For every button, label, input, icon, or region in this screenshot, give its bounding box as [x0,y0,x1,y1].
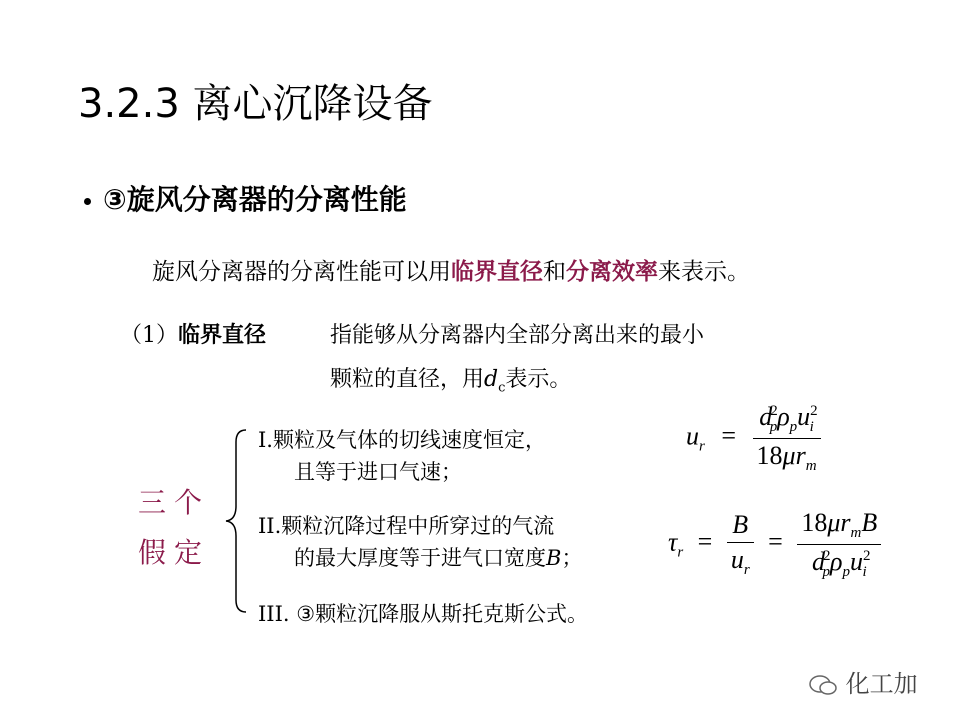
residence-time-formula: $\tau_r$ = $\frac{B}{u_r}$ = $\frac{18\mu r_mB}{d^2_p\rho_pu^2_i}$ [668,508,881,581]
bullet-text: ③旋风分离器的分离性能 [103,183,407,216]
dc-symbol-base: d [484,367,499,392]
wechat-icon [808,673,838,697]
assumption-2-line-1: II.颗粒沉降过程中所穿过的气流 [258,514,555,538]
critical-diameter-definition [330,314,704,410]
page-title: 3.2.3 离心沉降设备 [78,81,433,127]
bullet-dot-icon [84,198,91,205]
assumption-2-line-2-pre: 的最大厚度等于进气口宽度 [294,546,546,570]
radial-velocity-formula: $u_r$ = $\frac{d^2_p\rho_pu^2_i}{18\mu r_m}$ [686,402,821,475]
intro-part3: 来表示。 [658,259,750,285]
dc-symbol [484,367,506,396]
intro-part1: 旋风分离器的分离性能可以用 [152,259,451,285]
assumption-1 [258,424,546,488]
left-brace-icon [222,428,252,614]
critical-diameter-label [120,318,266,349]
assumption-2-line-2-post: ； [561,546,583,570]
intro-sentence [152,253,750,286]
bullet-heading [84,178,407,218]
watermark [808,664,918,699]
watermark-text: 化工加 [845,670,918,698]
assumption-2 [258,510,582,574]
assumption-2-var-b: B [546,546,562,570]
assumption-1-line-1: I.颗粒及气体的切线速度恒定， [258,428,546,452]
definition-line-2 [330,358,704,410]
critical-label-prefix: （1） [120,323,178,348]
intro-highlight-separation-efficiency: 分离效率 [566,258,658,285]
intro-highlight-critical-diameter: 临界直径 [451,258,543,285]
three-assumptions-label [138,478,210,578]
three-label-line-1: 三个 [138,486,211,519]
critical-label-text: 临界直径 [178,322,267,348]
intro-part2: 和 [543,259,566,285]
assumption-3: III. ③颗粒沉降服从斯托克斯公式。 [258,602,589,626]
dc-symbol-sub: c [498,380,506,396]
definition-line-2-post: 表示。 [505,367,572,392]
assumption-1-line-2: 且等于进口气速； [294,460,462,484]
definition-line-2-pre: 颗粒的直径，用 [330,367,485,392]
definition-line-1: 指能够从分离器内全部分离出来的最小 [330,323,705,348]
assumption-2-line-2 [258,542,582,574]
three-label-line-2: 假定 [138,536,211,569]
